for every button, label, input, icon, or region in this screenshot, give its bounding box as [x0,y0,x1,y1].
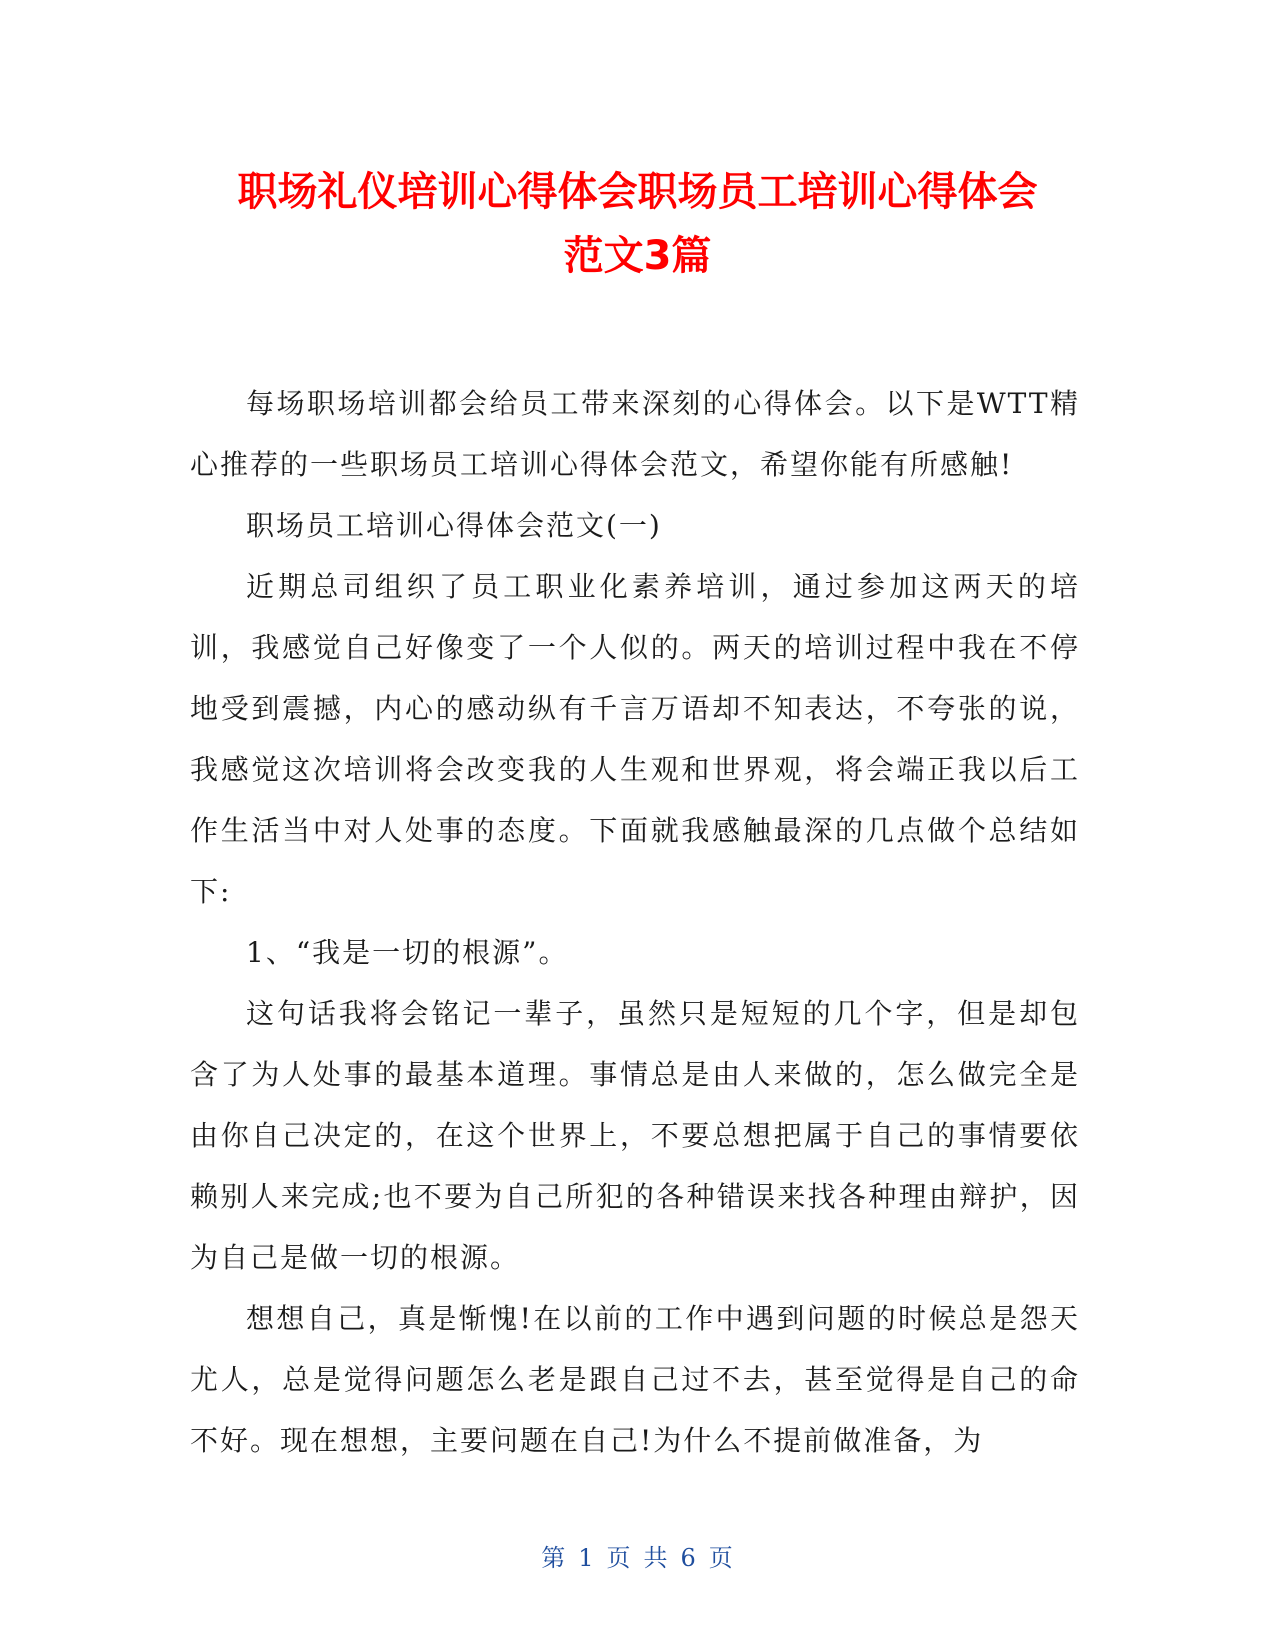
paragraph: 想想自己，真是惭愧!在以前的工作中遇到问题的时候总是怨天尤人，总是觉得问题怎么老是跟自己过不去，甚至觉得是自己的命不好。现在想想，主要问题在自己!为什么不提前做准备，为 [190,1302,1080,1457]
page-footer [0,1538,1275,1573]
footer-label-unit: 页 [606,1544,632,1572]
title-line-1: 职场礼仪培训心得体会职场员工培训心得体会 [237,169,1038,215]
document-title [170,160,1105,288]
title-line-2: 范文3篇 [563,233,712,279]
point-heading: 1、“我是一切的根源”。 [246,936,569,969]
section-heading: 职场员工培训心得体会范文(一) [246,509,662,542]
paragraph: 这句话我将会铭记一辈子，虽然只是短短的几个字，但是却包含了为人处事的最基本道理。事情总是由人来做的，怎么做完全是由你自己决定的，在这个世界上，不要总想把属于自己的事情要依赖别人来完成;也不要为自己所犯的各种错误来找各种理由辩护，因为自己是做一切的根源。 [190,997,1080,1274]
paragraph: 近期总司组织了员工职业化素养培训，通过参加这两天的培训，我感觉自己好像变了一个人似的。两天的培训过程中我在不停地受到震撼，内心的感动纵有千言万语却不知表达，不夸张的说，我感觉这次培训将会改变我的人生观和世界观，将会端正我以后工作生活当中对人处事的态度。下面就我感触最深的几点做个总结如下: [190,570,1080,908]
footer-label-total: 共 [643,1544,669,1572]
document-body [190,373,1080,1471]
paragraph-intro: 每场职场培训都会给员工带来深刻的心得体会。以下是WTT精心推荐的一些职场员工培训心得体会范文，希望你能有所感触! [190,387,1080,481]
total-pages-number: 6 [680,1544,697,1572]
footer-label-unit2: 页 [708,1544,734,1572]
current-page-number: 1 [578,1544,595,1572]
footer-label-page: 第 [541,1544,567,1572]
